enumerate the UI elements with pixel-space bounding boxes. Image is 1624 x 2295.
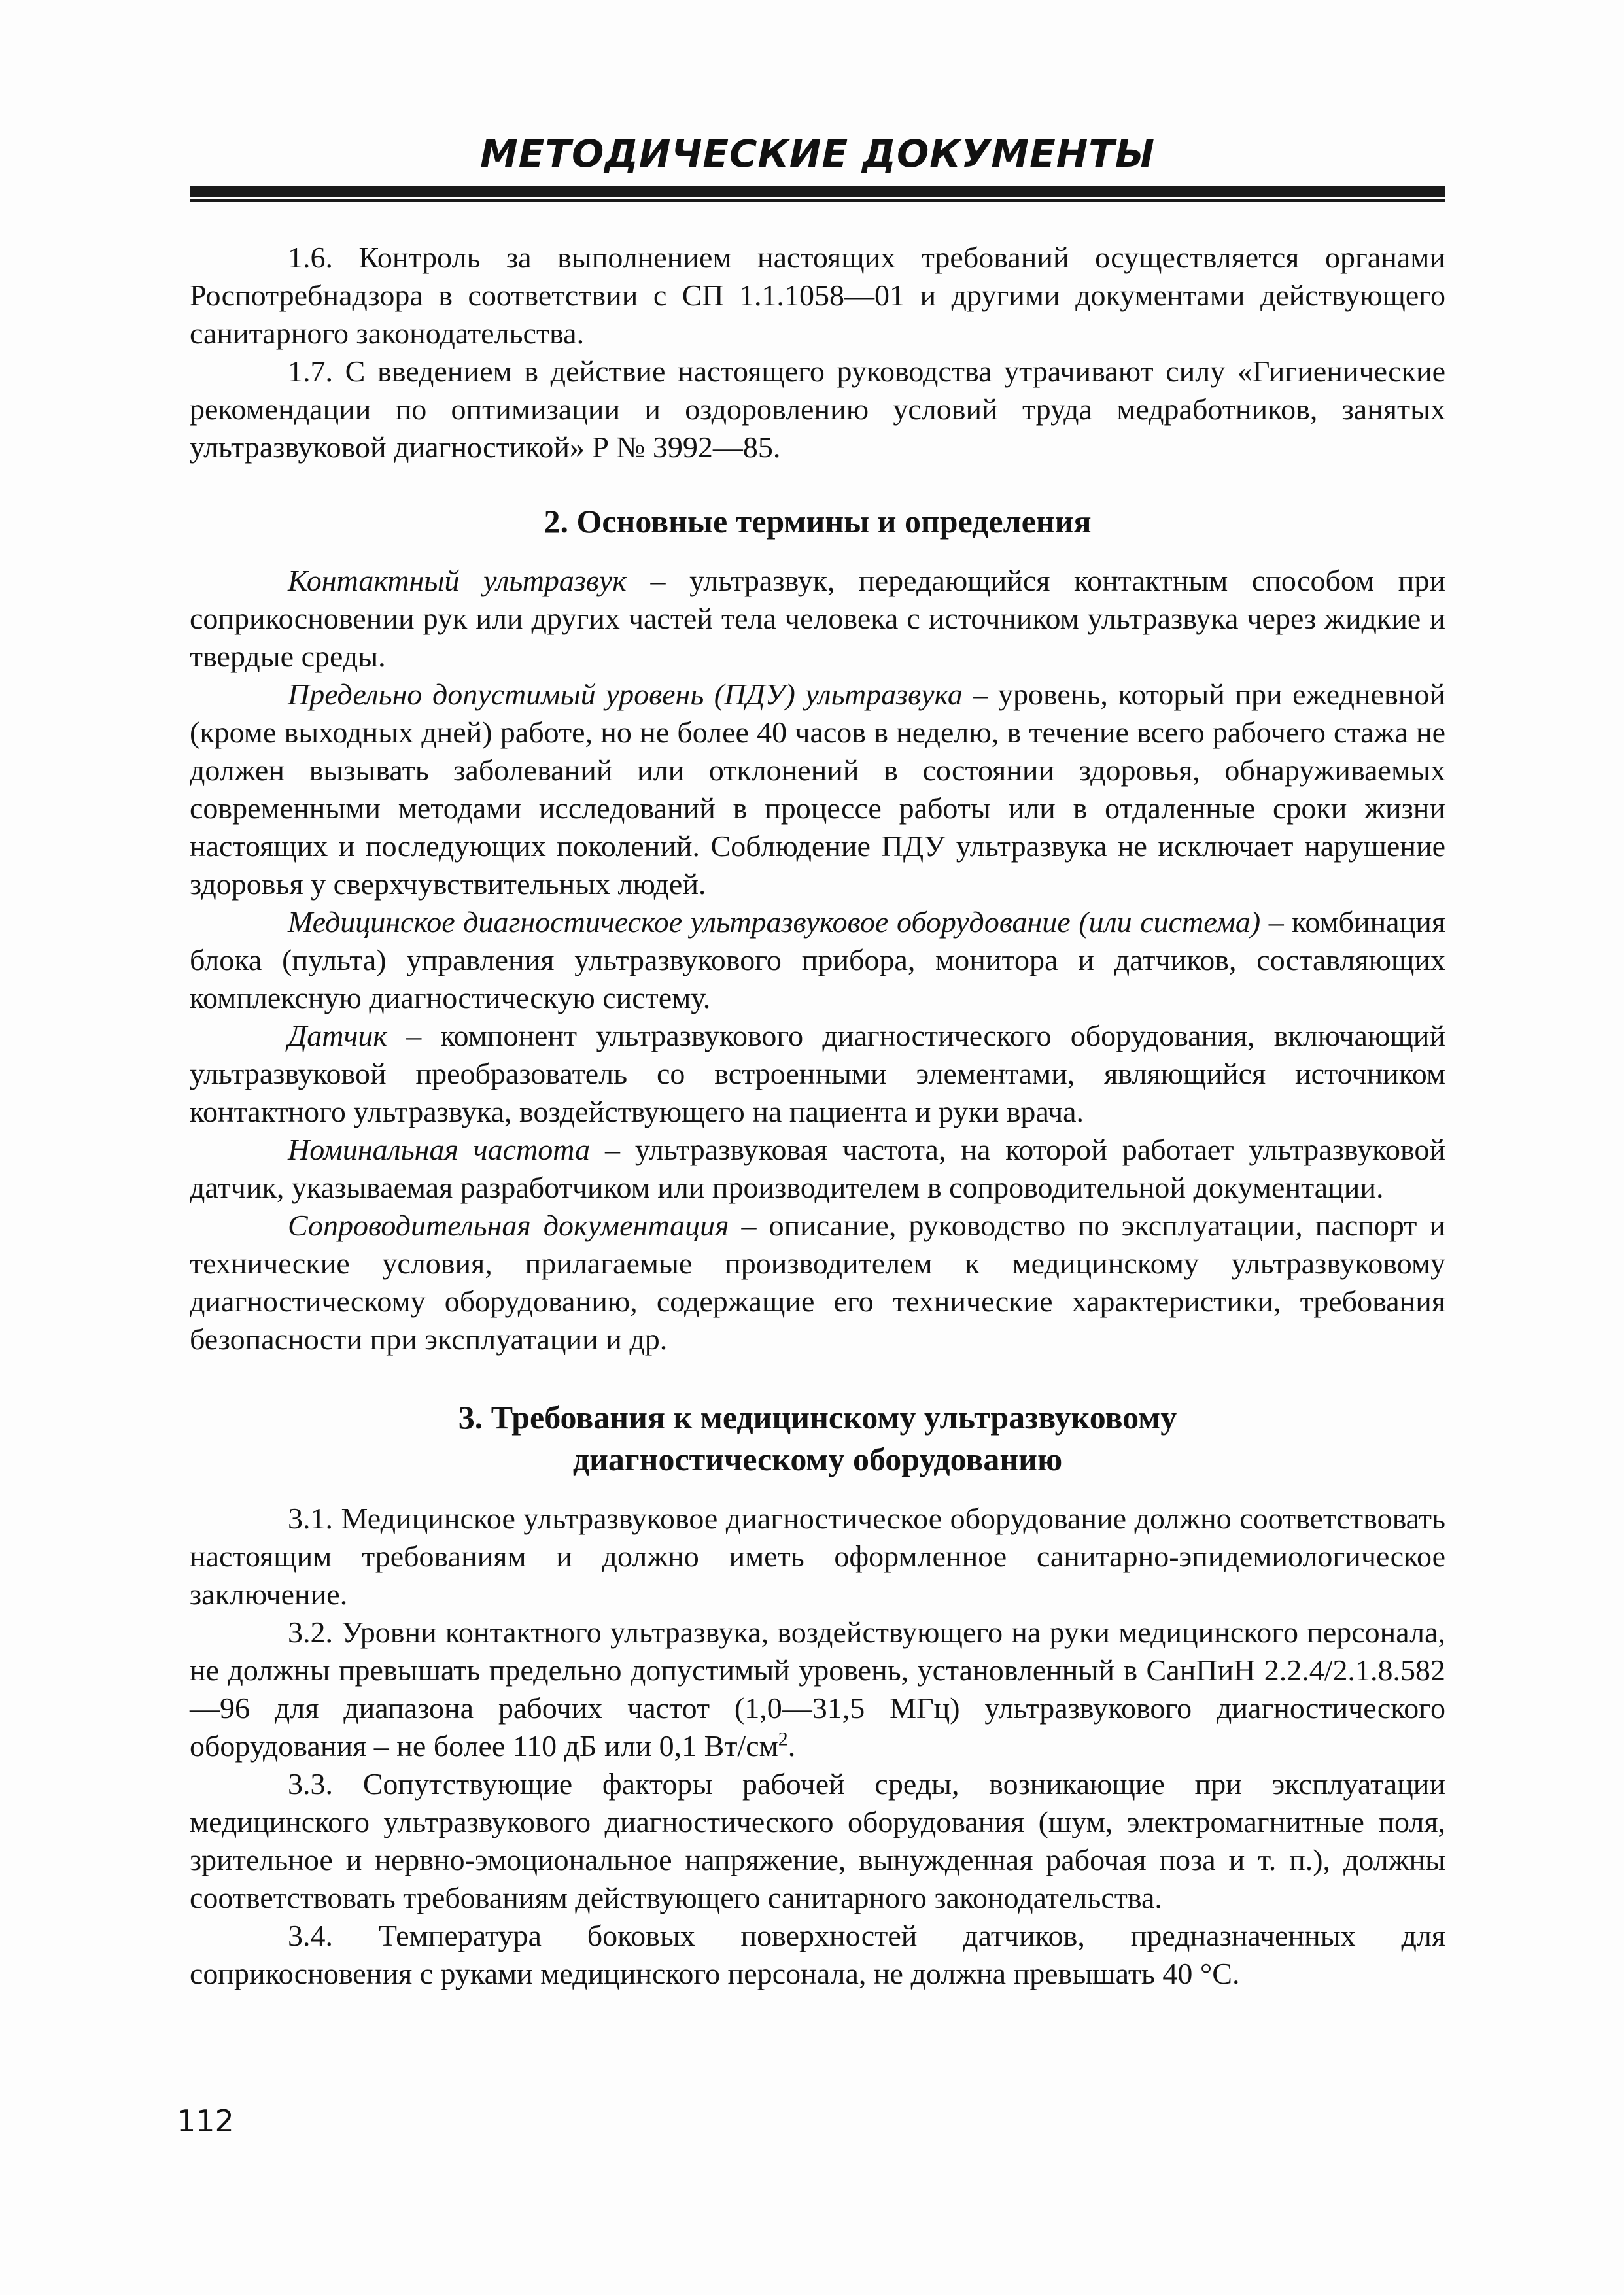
definition-text: – описание, руководство по эксплуатации, паспорт и технические условия, прилагаемые производителем к медицинскому ультразвуковому диагностическому оборудованию, содержащие его технические характеристики, требования безопасности при эксплуатации и др. [190,1209,1445,1356]
header-rule-thick [190,186,1445,197]
definition-text: – уровень, который при ежедневной (кроме выходных дней) работе, но не более 40 часов в неделю, в течение всего рабочего стажа не должен вызывать заболеваний или отклонений в состоянии здоровья, обнаруживаемых современными методами исследований в процессе работы или в отдаленные сроки жизни настоящих и последующих поколений. Соблюдение ПДУ ультразвука не исключает нарушение здоровья у сверхчувствительных людей. [190,678,1445,901]
definition-term: Датчик [288,1019,387,1052]
header-rule-thin [190,199,1445,202]
definition-contact-ultrasound [190,562,1445,676]
body-text [190,239,1445,1993]
requirement-3-2-text: 3.2. Уровни контактного ультразвука, воздействующего на руки медицинского персонала, не должны превышать предельно допустимый уровень, установленный в СанПиН 2.2.4/2.1.8.582—96 для диапазона рабочих частот (1,0—31,5 МГц) ультразвукового диагностического оборудования – не более 110 дБ или 0,1 Вт/см [190,1615,1445,1763]
definition-sensor [190,1017,1445,1131]
requirement-3-2-tail: . [787,1729,796,1763]
definition-term: Контактный ультразвук [288,564,627,597]
definition-term: Номинальная частота [288,1133,591,1166]
definition-text: – ультразвуковая частота, на которой работает ультразвуковой датчик, указываемая разработчиком или производителем в сопроводительной документации. [190,1133,1445,1204]
running-header-title: МЕТОДИЧЕСКИЕ ДОКУМЕНТЫ [480,131,1155,176]
requirement-3-3: 3.3. Сопутствующие факторы рабочей среды, возникающие при эксплуатации медицинского ультразвукового диагностического оборудования (шум, электромагнитные поля, зрительное и нервно-эмоциональное напряжение, вынужденная рабочая поза и т. п.), должны соответствовать требованиям действующего санитарного законодательства. [190,1767,1445,1914]
section-3-heading-line1: 3. Требования к медицинскому ультразвуковому [458,1399,1177,1436]
definition-text: – компонент ультразвукового диагностического оборудования, включающий ультразвуковой преобразователь со встроенными элементами, являющийся источником контактного ультразвука, воздействующего на пациента и руки врача. [190,1019,1445,1128]
page-number: 112 [177,2103,234,2139]
paragraph-1-6: 1.6. Контроль за выполнением настоящих требований осуществляется органами Роспотребнадзора в соответствии с СП 1.1.1058—01 и другими документами действующего санитарного законодательства. [190,241,1445,350]
definition-text: – комбинация блока (пульта) управления ультразвукового прибора, монитора и датчиков, составляющих комплексную диагностическую систему. [190,905,1445,1014]
requirement-3-2 [190,1613,1445,1765]
definition-nominal-frequency [190,1131,1445,1207]
definition-accompanying-docs [190,1207,1445,1358]
requirement-3-1: 3.1. Медицинское ультразвуковое диагностическое оборудование должно соответствовать настоящим требованиям и должно иметь оформленное санитарно-эпидемиологическое заключение. [190,1502,1445,1611]
definition-pdu [190,676,1445,903]
definition-medical-equipment [190,903,1445,1017]
section-2-heading: 2. Основные термины и определения [544,503,1092,540]
definition-term: Сопроводительная документация [288,1209,729,1242]
requirement-3-4: 3.4. Температура боковых поверхностей датчиков, предназначенных для соприкосновения с руками медицинского персонала, не должна превышать 40 °C. [190,1919,1445,1990]
section-3-heading [190,1396,1445,1480]
superscript-2: 2 [778,1728,788,1750]
definition-term: Предельно допустимый уровень (ПДУ) ультразвука [288,678,963,711]
definition-text: – ультразвук, передающийся контактным способом при соприкосновении рук или других частей тела человека с источником ультразвука через жидкие и твердые среды. [190,564,1446,673]
paragraph-1-7: 1.7. С введением в действие настоящего руководства утрачивают силу «Гигиенические рекомендации по оптимизации и оздоровлению условий труда медработников, занятых ультразвуковой диагностикой» Р № 3992—85. [190,354,1445,464]
definition-term: Медицинское диагностическое ультразвуковое оборудование (или система) [288,905,1261,939]
section-3-heading-line2: диагностическому оборудованию [572,1441,1063,1477]
